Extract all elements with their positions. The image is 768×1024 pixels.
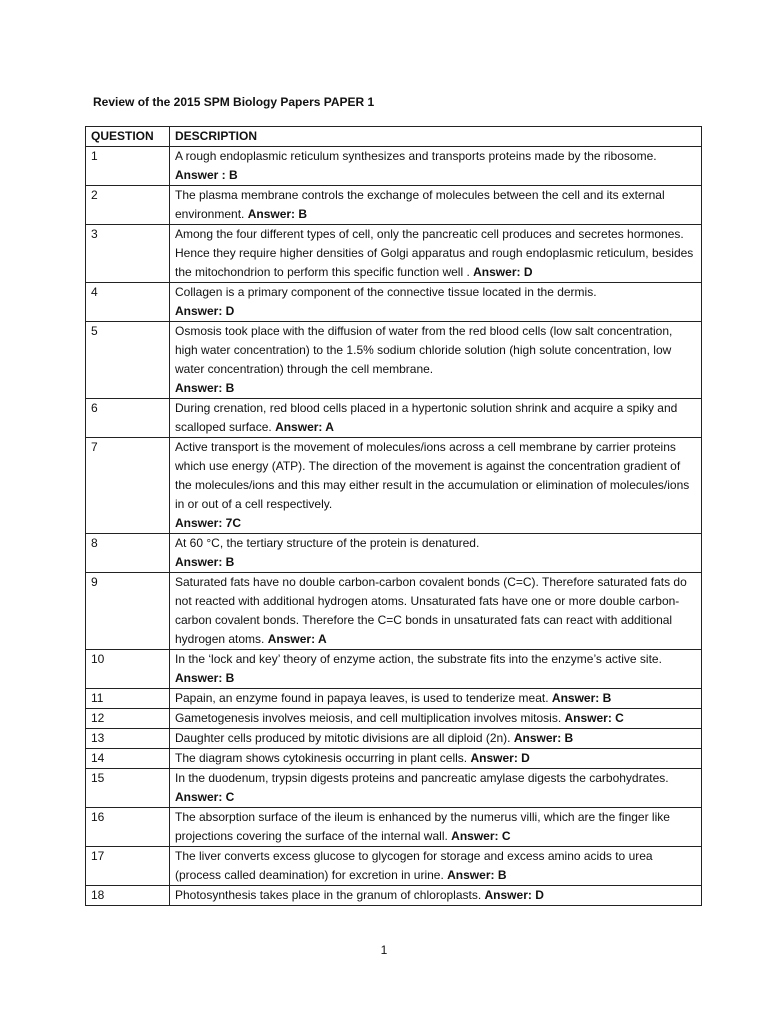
table-row (86, 147, 702, 186)
question-number: 7 (86, 438, 170, 534)
answer-label: Answer: 7C (175, 516, 242, 530)
question-description (170, 225, 702, 283)
answer-label: Answer: B (247, 207, 308, 221)
question-description (170, 847, 702, 886)
question-description (170, 399, 702, 438)
description-text: Daughter cells produced by mitotic divisions are all diploid (2n). (175, 731, 514, 745)
description-text: Gametogenesis involves meiosis, and cell multiplication involves mitosis. (175, 711, 565, 725)
table-row (86, 399, 702, 438)
question-description (170, 749, 702, 769)
description-text: The liver converts excess glucose to glycogen for storage and excess amino acids to urea (process called deamination) for excretion in urine. (175, 849, 653, 882)
question-description (170, 573, 702, 650)
question-number: 10 (86, 650, 170, 689)
table-row (86, 729, 702, 749)
description-text: Collagen is a primary component of the connective tissue located in the dermis. (175, 285, 597, 299)
answer-label: Answer: D (175, 304, 235, 318)
answer-label: Answer: A (275, 420, 334, 434)
header-description: DESCRIPTION (170, 127, 702, 147)
description-text: In the duodenum, trypsin digests proteins and pancreatic amylase digests the carbohydrates. (175, 771, 669, 785)
table-row (86, 322, 702, 399)
answer-label: Answer: D (470, 751, 530, 765)
answer-label: Answer: B (551, 691, 612, 705)
question-number: 5 (86, 322, 170, 399)
table-row (86, 847, 702, 886)
table-row (86, 689, 702, 709)
question-number: 15 (86, 769, 170, 808)
question-description (170, 534, 702, 573)
description-text: The diagram shows cytokinesis occurring in plant cells. (175, 751, 471, 765)
description-text: The plasma membrane controls the exchange of molecules between the cell and its external environment. (175, 188, 665, 221)
question-description (170, 322, 702, 399)
table-body (86, 147, 702, 906)
page-title: Review of the 2015 SPM Biology Papers PAPER 1 (93, 95, 375, 109)
question-number: 8 (86, 534, 170, 573)
description-text: Osmosis took place with the diffusion of water from the red blood cells (low salt concentration, high water concentration) to the 1.5% sodium chloride solution (high solute concentration, low water concentration) through the cell membrane. (175, 324, 673, 376)
question-number: 14 (86, 749, 170, 769)
answer-label: Answer : B (175, 168, 238, 182)
answer-table (85, 126, 702, 906)
description-text: Among the four different types of cell, only the pancreatic cell produces and secretes hormones. Hence they require higher densities of Golgi apparatus and rough endoplasmic reticulum, besides the mitochondrion to perform this specific function well . (175, 227, 694, 279)
answer-label: Answer: C (564, 711, 624, 725)
question-description (170, 729, 702, 749)
description-text: Saturated fats have no double carbon-carbon covalent bonds (C=C). Therefore saturated fats do not reacted with additional hydrogen atoms. Unsaturated fats have one or more double carbon-carbon covalent bonds. Therefore the C=C bonds in unsaturated fats can react with additional hydrogen atoms. (175, 575, 687, 646)
description-text: Active transport is the movement of molecules/ions across a cell membrane by carrier proteins which use energy (ATP). The direction of the movement is against the concentration gradient of the molecules/ions and this may either result in the accumulation or elimination of molecules/ions in or out of a cell respectively. (175, 440, 690, 511)
question-number: 16 (86, 808, 170, 847)
question-description (170, 283, 702, 322)
table-row (86, 749, 702, 769)
question-number: 6 (86, 399, 170, 438)
question-description (170, 650, 702, 689)
table-row (86, 573, 702, 650)
page-number: 1 (380, 943, 388, 957)
description-text: Papain, an enzyme found in papaya leaves, is used to tenderize meat. (175, 691, 552, 705)
question-number: 4 (86, 283, 170, 322)
question-description (170, 438, 702, 534)
question-number: 11 (86, 689, 170, 709)
question-description (170, 689, 702, 709)
question-number: 12 (86, 709, 170, 729)
answer-label: Answer: B (513, 731, 574, 745)
question-description (170, 808, 702, 847)
table-row (86, 808, 702, 847)
table-row (86, 769, 702, 808)
question-number: 9 (86, 573, 170, 650)
question-description (170, 186, 702, 225)
table-row (86, 886, 702, 906)
question-description (170, 147, 702, 186)
table-row (86, 650, 702, 689)
table-header-row (86, 127, 702, 147)
description-text: Photosynthesis takes place in the granum of chloroplasts. (175, 888, 485, 902)
table-row (86, 186, 702, 225)
answer-label: Answer: B (175, 381, 235, 395)
question-number: 1 (86, 147, 170, 186)
table-row (86, 225, 702, 283)
answer-label: Answer: B (175, 555, 235, 569)
description-text: In the ‘lock and key’ theory of enzyme action, the substrate fits into the enzyme’s active site. (175, 652, 662, 666)
question-number: 13 (86, 729, 170, 749)
answer-label: Answer: D (473, 265, 533, 279)
answer-label: Answer: C (451, 829, 511, 843)
question-description (170, 709, 702, 729)
answer-label: Answer: C (175, 790, 235, 804)
header-question: QUESTION (86, 127, 170, 147)
question-number: 17 (86, 847, 170, 886)
table-row (86, 283, 702, 322)
description-text: During crenation, red blood cells placed in a hypertonic solution shrink and acquire a spiky and scalloped surface. (175, 401, 678, 434)
answer-label: Answer: B (175, 671, 235, 685)
table-row (86, 709, 702, 729)
answer-label: Answer: A (267, 632, 327, 646)
question-number: 3 (86, 225, 170, 283)
description-text: The absorption surface of the ileum is enhanced by the numerus villi, which are the finger like projections covering the surface of the internal wall. (175, 810, 670, 843)
description-text: A rough endoplasmic reticulum synthesizes and transports proteins made by the ribosome. (175, 149, 657, 163)
question-number: 2 (86, 186, 170, 225)
question-description (170, 886, 702, 906)
table-row (86, 438, 702, 534)
description-text: At 60 °C, the tertiary structure of the protein is denatured. (175, 536, 480, 550)
question-number: 18 (86, 886, 170, 906)
answer-label: Answer: D (484, 888, 544, 902)
question-description (170, 769, 702, 808)
table-row (86, 534, 702, 573)
answer-label: Answer: B (447, 868, 507, 882)
